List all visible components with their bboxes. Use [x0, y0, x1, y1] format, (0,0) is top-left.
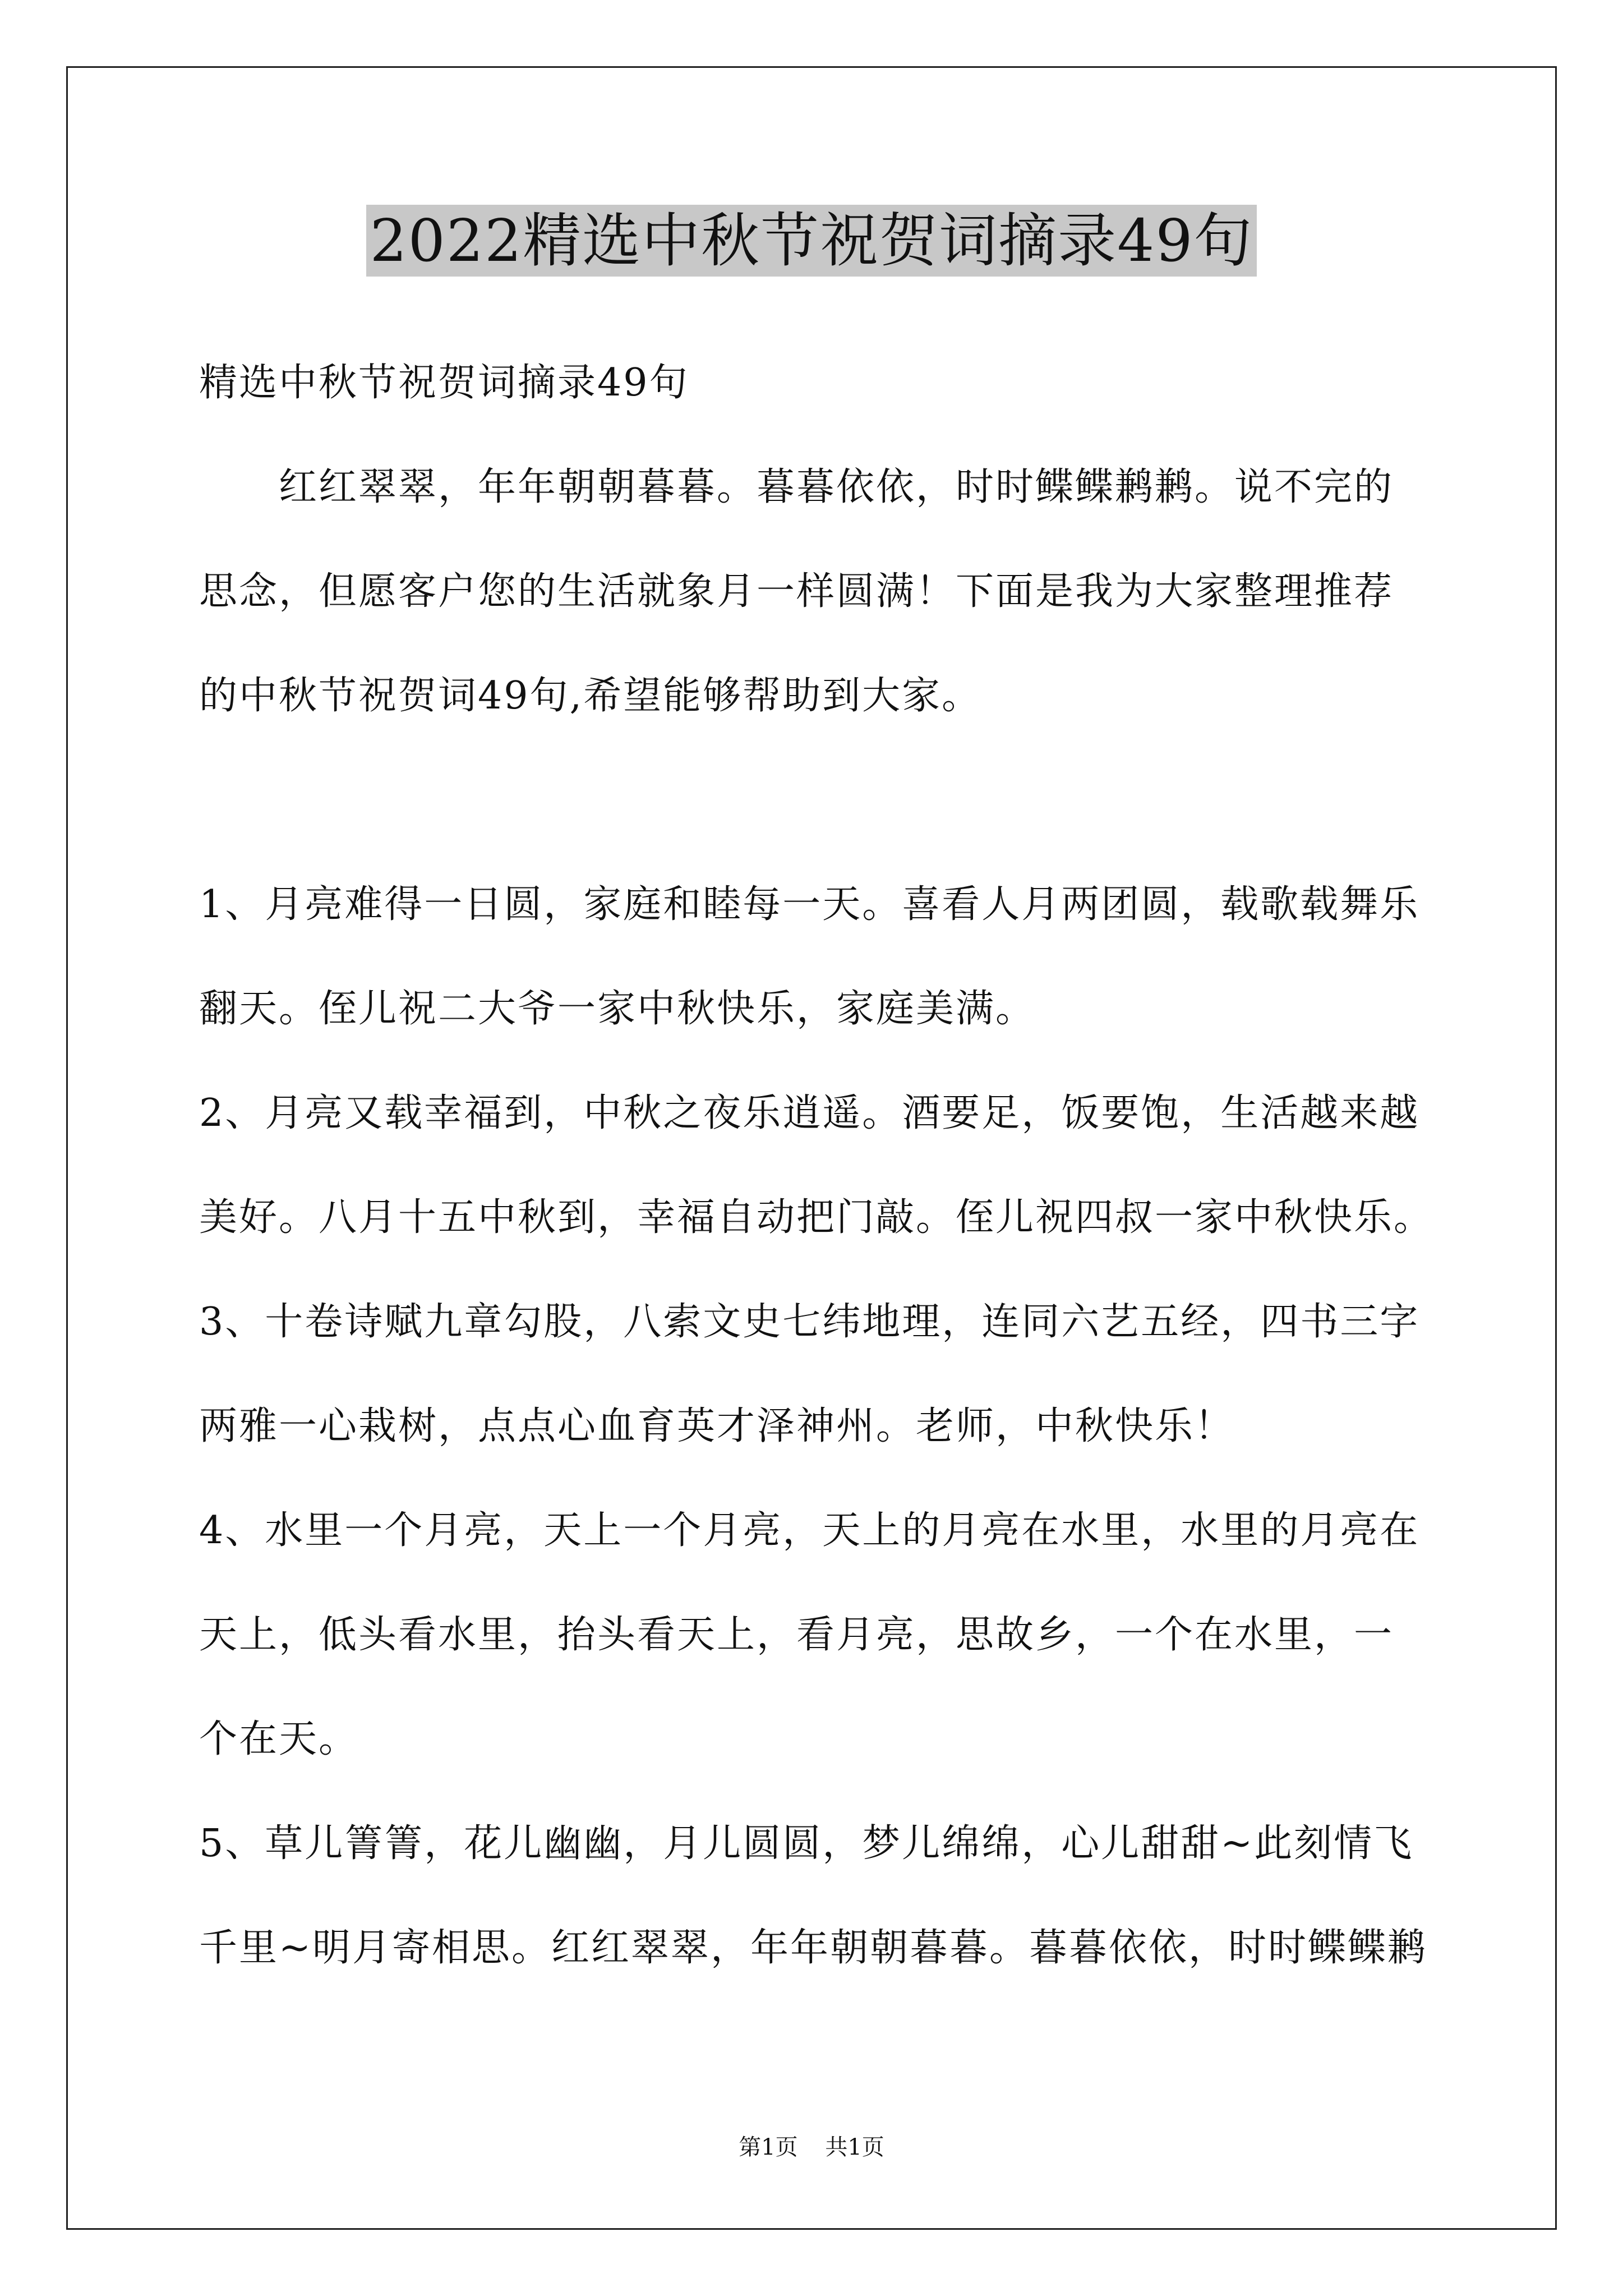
document-title: 2022精选中秋节祝贺词摘录49句 — [366, 205, 1256, 277]
body-line: 个在天。 — [199, 1717, 359, 1761]
body-line: 天上，低头看水里，抬头看天上，看月亮，思故乡，一个在水里，一 — [199, 1613, 1394, 1657]
document-body — [199, 331, 1461, 2000]
page-total: 共1页 — [825, 2134, 884, 2160]
body-line: 2、月亮又载幸福到，中秋之夜乐逍遥。酒要足，饭要饱，生活越来越 — [199, 1091, 1420, 1135]
intro-line: 红红翠翠，年年朝朝暮暮。暮暮依依，时时鲽鲽鹣鹣。说不完的 — [199, 465, 1394, 509]
body-line: 翻天。侄儿祝二大爷一家中秋快乐，家庭美满。 — [199, 987, 1036, 1031]
body-line: 1、月亮难得一日圆，家庭和睦每一天。喜看人月两团圆，载歌载舞乐 — [199, 882, 1420, 927]
body-line: 5、草儿箐箐，花儿幽幽，月儿圆圆，梦儿绵绵，心儿甜甜~此刻情飞 — [199, 1821, 1414, 1866]
body-line: 两雅一心栽树，点点心血育英才泽神州。老师，中秋快乐！ — [199, 1404, 1235, 1448]
title-block — [0, 205, 1623, 277]
page-number: 第1页 — [739, 2134, 798, 2160]
body-line: 3、十卷诗赋九章勾股，八索文史七纬地理，连同六艺五经，四书三字 — [199, 1300, 1420, 1344]
body-line: 美好。八月十五中秋到，幸福自动把门敲。侄儿祝四叔一家中秋快乐。 — [199, 1195, 1434, 1240]
intro-line: 思念，但愿客户您的生活就象月一样圆满！下面是我为大家整理推荐 — [199, 569, 1394, 614]
document-subtitle: 精选中秋节祝贺词摘录49句 — [199, 361, 689, 405]
body-line: 4、水里一个月亮，天上一个月亮，天上的月亮在水里，水里的月亮在 — [199, 1508, 1420, 1553]
page-footer — [0, 2131, 1623, 2164]
body-line: 千里~明月寄相思。红红翠翠，年年朝朝暮暮。暮暮依依，时时鲽鲽鹣 — [199, 1926, 1427, 1970]
paragraph-spacer — [199, 748, 1461, 853]
intro-line: 的中秋节祝贺词49句,希望能够帮助到大家。 — [199, 674, 982, 718]
